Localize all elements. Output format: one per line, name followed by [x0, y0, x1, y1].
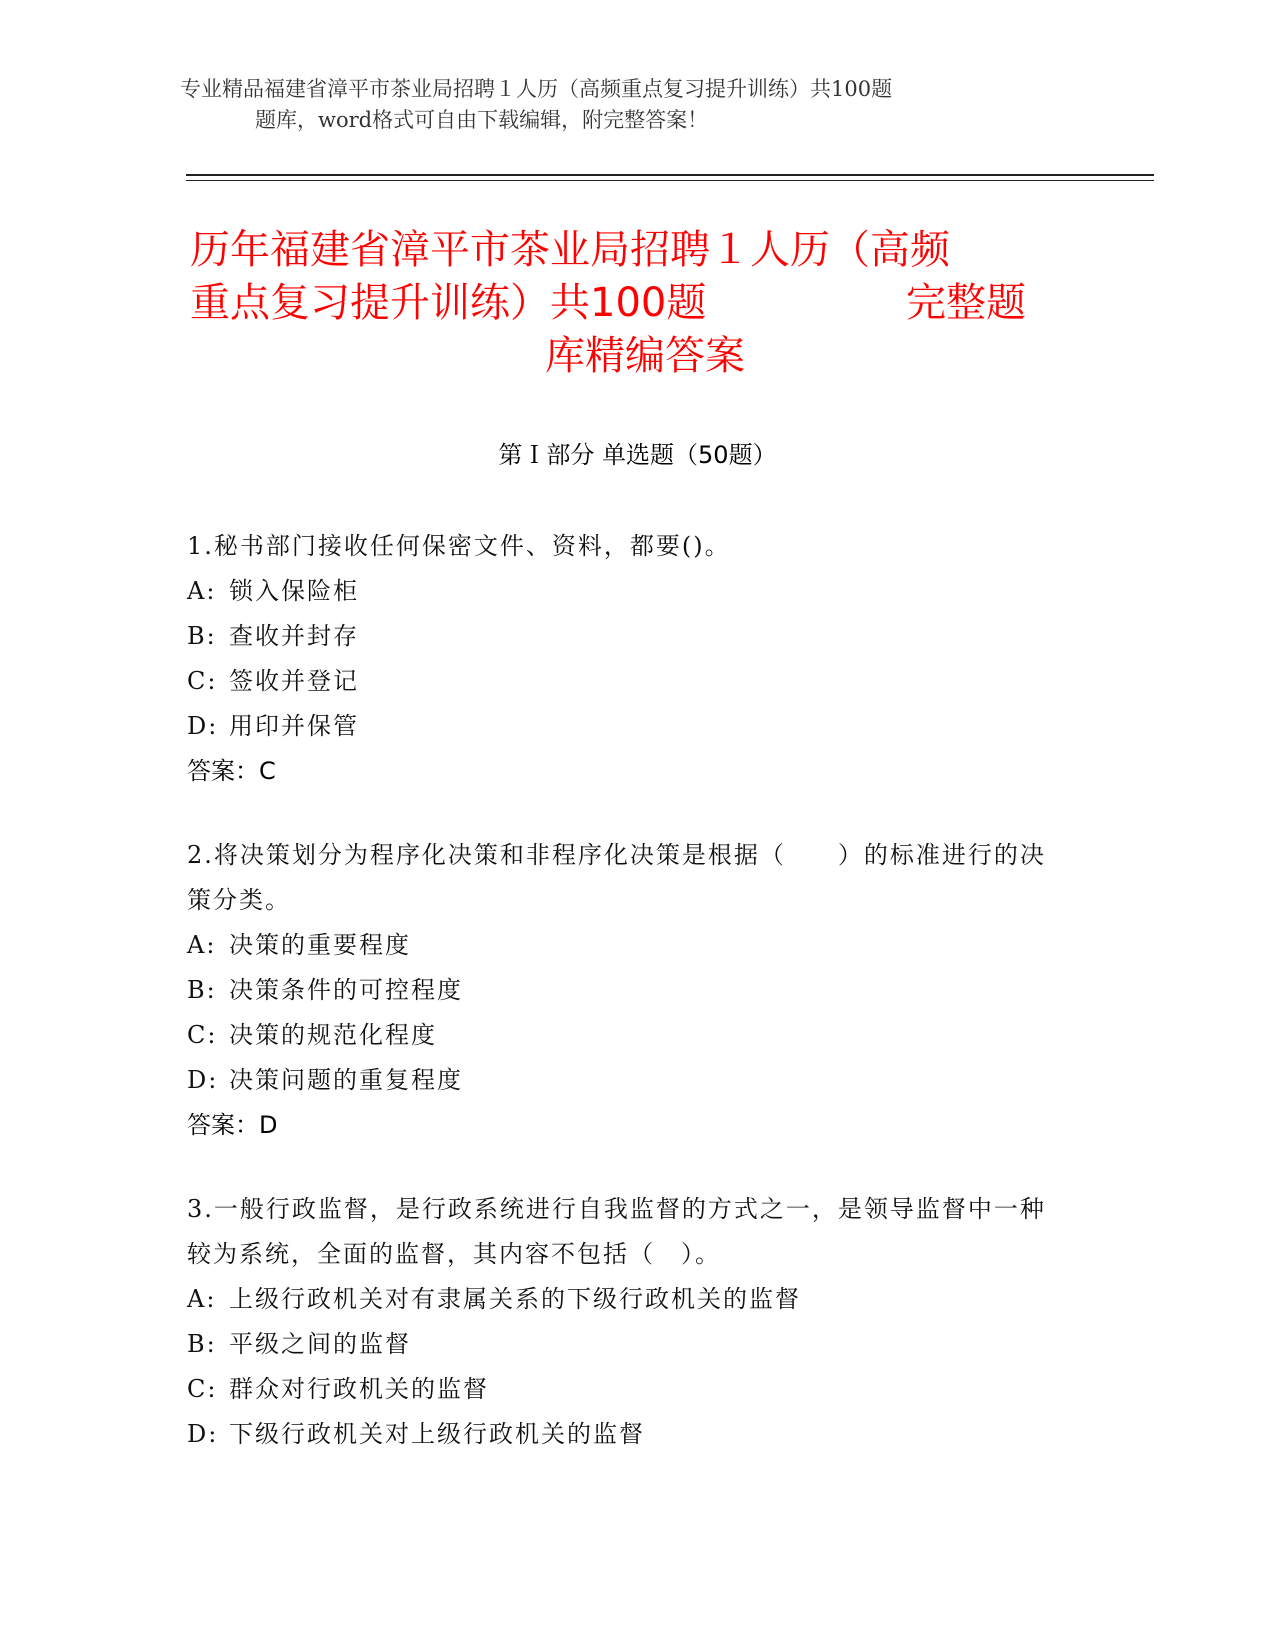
option-d [187, 704, 1062, 749]
option-text: 查收并封存 [229, 622, 359, 650]
option-b [187, 614, 1062, 659]
section-heading: 第Ｉ部分 单选题（50题） [498, 441, 777, 469]
header-note-line2: 题库，word格式可自由下载编辑，附完整答案！ [255, 108, 709, 132]
option-text: 下级行政机关对上级行政机关的监督 [229, 1420, 645, 1448]
title-line2-right: 完整题 [906, 280, 1026, 326]
option-letter: B: [187, 1330, 217, 1358]
option-letter: C: [187, 1375, 218, 1403]
answer-text: 答案：D [187, 1111, 278, 1139]
title-line3: 库精编答案 [545, 333, 745, 379]
option-text: 签收并登记 [229, 667, 359, 695]
title-line1: 历年福建省漳平市茶业局招聘１人历（高频 [190, 227, 950, 273]
option-d [187, 1412, 1062, 1457]
option-text: 决策条件的可控程度 [229, 976, 463, 1004]
option-text: 决策问题的重复程度 [229, 1066, 463, 1094]
option-a [187, 1277, 1062, 1322]
option-text: 用印并保管 [229, 712, 359, 740]
header-divider-thin [186, 180, 1154, 181]
option-d [187, 1058, 1062, 1103]
option-text: 锁入保险柜 [229, 577, 359, 605]
option-a [187, 923, 1062, 968]
document-title [190, 224, 1100, 383]
question-text: 3.一般行政监督，是行政系统进行自我监督的方式之一，是领导监督中一种较为系统，全面的监督，其内容不包括（ ）。 [187, 1195, 1046, 1268]
option-letter: A: [187, 931, 217, 959]
question-list [187, 524, 1062, 1496]
option-c [187, 1013, 1062, 1058]
option-text: 上级行政机关对有隶属关系的下级行政机关的监督 [229, 1285, 801, 1313]
header-divider-thick [186, 174, 1154, 176]
option-letter: C: [187, 667, 218, 695]
option-b [187, 1322, 1062, 1367]
option-a [187, 569, 1062, 614]
option-letter: D: [187, 1420, 219, 1448]
header-note-line1: 专业精品福建省漳平市茶业局招聘１人历（高频重点复习提升训练）共100题 [180, 77, 893, 101]
question-2 [187, 833, 1062, 1148]
option-c [187, 659, 1062, 704]
option-letter: B: [187, 976, 217, 1004]
title-line2-left: 重点复习提升训练）共100题 [190, 280, 707, 326]
option-text: 决策的规范化程度 [229, 1021, 437, 1049]
document-header-note [180, 74, 1040, 136]
option-letter: B: [187, 622, 217, 650]
question-text: 2.将决策划分为程序化决策和非程序化决策是根据（ ）的标准进行的决策分类。 [187, 841, 1046, 914]
option-text: 平级之间的监督 [229, 1330, 411, 1358]
option-letter: D: [187, 712, 219, 740]
option-c [187, 1367, 1062, 1412]
option-text: 群众对行政机关的监督 [229, 1375, 489, 1403]
option-text: 决策的重要程度 [229, 931, 411, 959]
question-text: 1.秘书部门接收任何保密文件、资料，都要()。 [187, 532, 731, 560]
question-1 [187, 524, 1062, 794]
question-3 [187, 1187, 1062, 1457]
option-b [187, 968, 1062, 1013]
option-letter: A: [187, 1285, 217, 1313]
option-letter: A: [187, 577, 217, 605]
answer-text: 答案：C [187, 757, 276, 785]
option-letter: D: [187, 1066, 219, 1094]
title-line2 [190, 277, 1100, 330]
option-letter: C: [187, 1021, 218, 1049]
